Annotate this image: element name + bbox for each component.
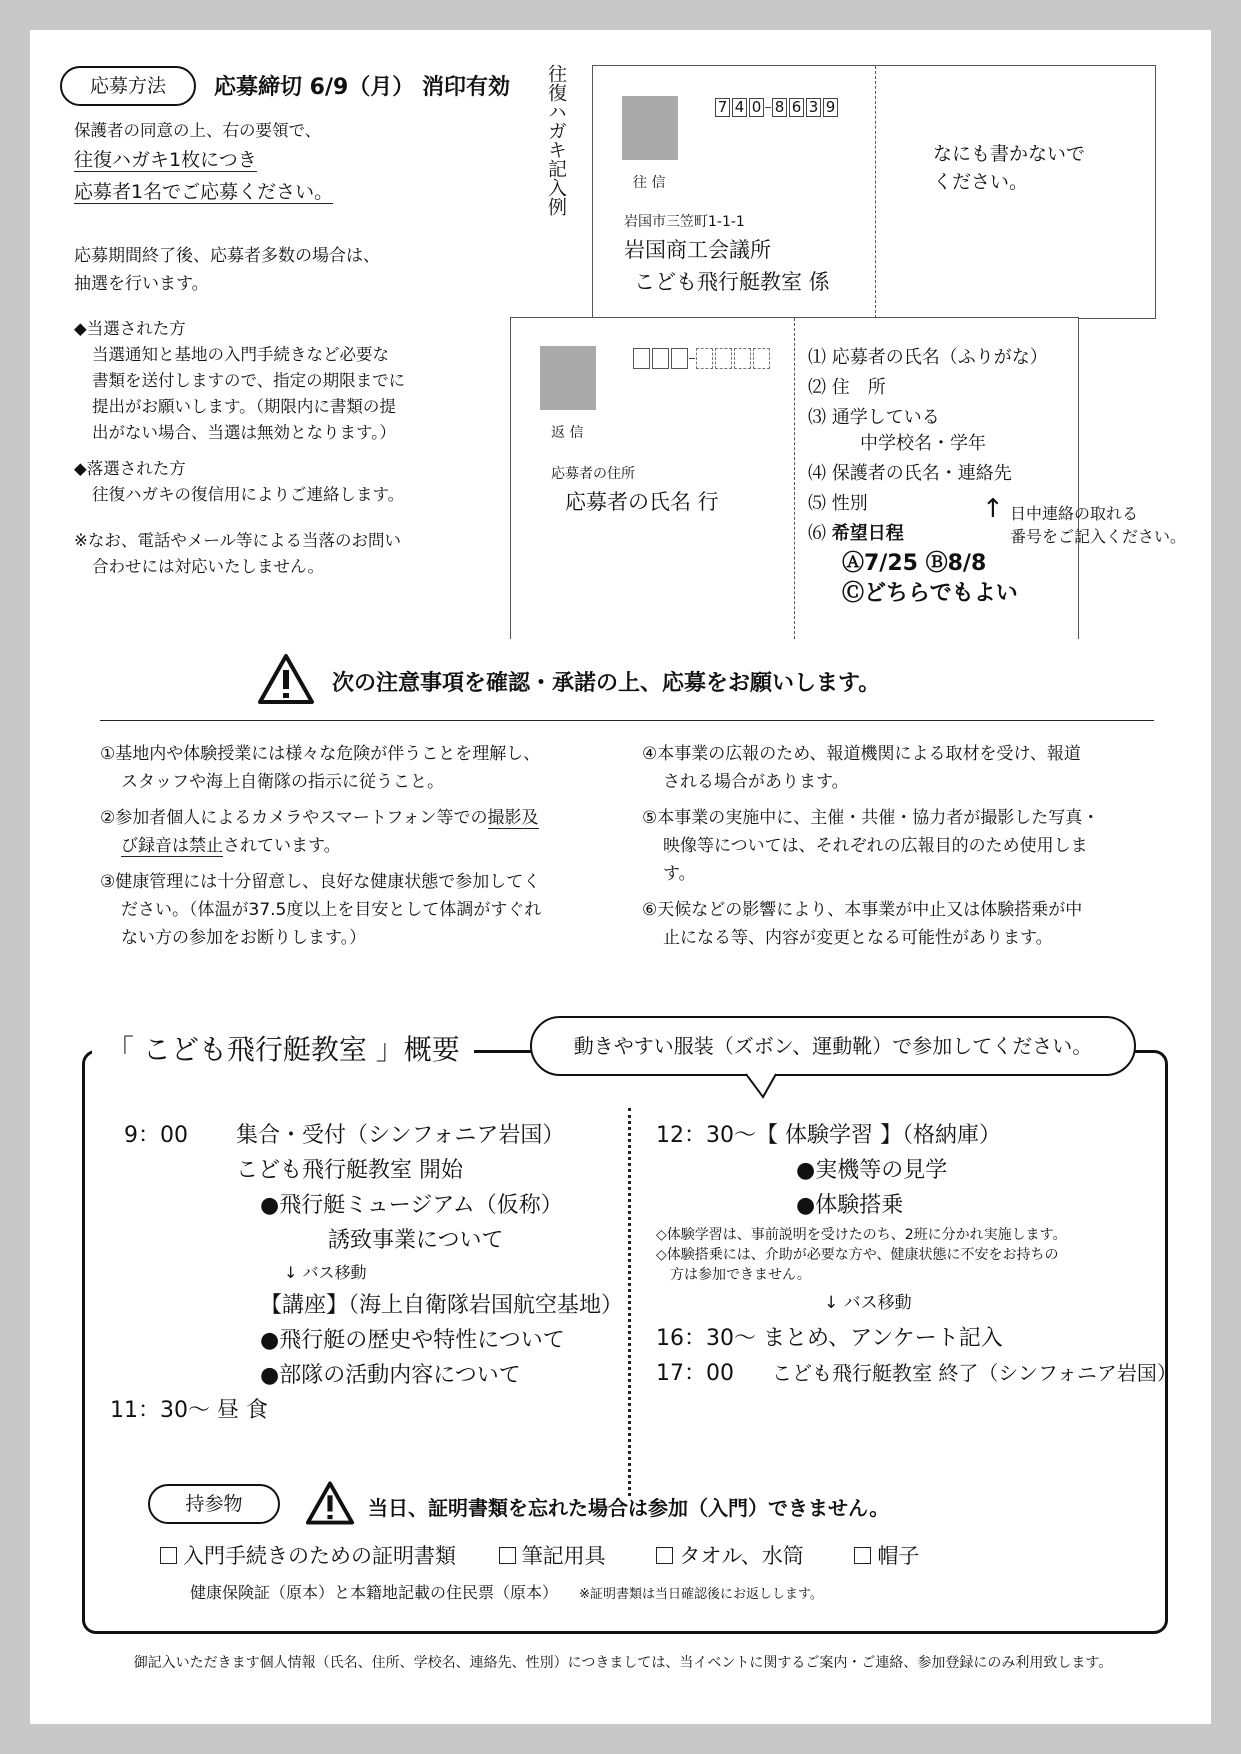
caution-divider (100, 720, 1154, 721)
items-badge: 持参物 (148, 1484, 280, 1524)
schedule-row (124, 1118, 623, 1153)
caution-underline: 撮影及 (487, 808, 539, 828)
schedule-right (656, 1118, 1177, 1391)
schedule-text: 誘致事業について (328, 1228, 504, 1253)
blank-note-line: ください。 (933, 171, 1029, 193)
item-id-docs (160, 1544, 456, 1568)
checkbox-icon (854, 1547, 871, 1564)
caution-item-cont: 止になる等、内容が変更となる可能性があります。 (663, 928, 1053, 948)
lottery-text (74, 242, 464, 298)
checkbox-icon (499, 1547, 516, 1564)
caution-item-cont: す。 (663, 864, 696, 884)
won-body (74, 342, 464, 446)
inquiry-note (74, 528, 474, 580)
caution-item-cont: ださい。（体温が37.5度以上を目安として体調がすぐれ (121, 900, 542, 920)
blank-note-line: なにも書かないで (933, 143, 1086, 165)
item-stationery (499, 1544, 606, 1568)
field-name: ⑴ 応募者の氏名（ふりがな） (808, 347, 1048, 368)
zip-digit: 8 (772, 98, 787, 117)
item-label: 入門手続きのための証明書類 (183, 1544, 456, 1568)
contact-note-line: 番号をご記入ください。 (1010, 527, 1187, 546)
field-gender: ⑸ 性別 (808, 493, 868, 514)
caution-item: ⑤本事業の実施中に、主催・共催・協力者が撮影した写真・ (642, 808, 1100, 828)
lost-section (74, 456, 464, 508)
reply-card (510, 317, 1079, 639)
items-note-small: ※証明書類は当日確認後にお返しします。 (579, 1587, 823, 1602)
schedule-note: 方は参加できません。 (670, 1267, 811, 1283)
apply-line-underlined (74, 144, 464, 176)
item-label: 帽子 (877, 1544, 920, 1568)
won-line: 当選通知と基地の入門手続きなど必要な (92, 345, 389, 364)
won-line: 提出がお願いします。（期限内に書類の提 (92, 397, 396, 416)
zip-box (652, 348, 669, 369)
recipient-name-2: こども飛行艇教室 係 (634, 270, 830, 294)
lost-line: 往復ハガキの復信用によりご連絡します。 (92, 485, 405, 504)
schedule-text: こども飛行艇教室 開始 (236, 1158, 463, 1183)
stamp-placeholder (622, 96, 678, 160)
bus-transfer: ↓ バス移動 (824, 1293, 912, 1313)
schedule-text: こども飛行艇教室 終了（シンフォニア岩国） (772, 1361, 1177, 1385)
warning-icon (304, 1480, 356, 1526)
field-guardian: ⑷ 保護者の氏名・連絡先 (808, 463, 1012, 484)
schedule-note: ◇体験搭乗には、介助が必要な方や、健康状態に不安をお持ちの (656, 1247, 1059, 1263)
note-line: ※なお、電話やメール等による当落のお問い (74, 531, 401, 550)
caution-item (100, 804, 640, 832)
zip-box (633, 348, 650, 369)
caution-item: ④本事業の広報のため、報道機関による取材を受け、報道 (642, 744, 1081, 764)
field-address: ⑵ 住 所 (808, 377, 886, 398)
caution-item: ①基地内や体験授業には様々な危険が伴うことを理解し、 (100, 744, 541, 764)
zip-box (696, 348, 713, 369)
field-school: ⑶ 通学している (808, 407, 940, 428)
apply-method-badge: 応募方法 (60, 66, 196, 106)
schedule-text: ●実機等の見学 (796, 1158, 948, 1183)
apply-instructions (74, 118, 464, 208)
apply-line: 保護者の同意の上、右の要領で、 (74, 121, 322, 140)
won-section (74, 316, 464, 446)
zip-box (734, 348, 751, 369)
schedule-text: 集合・受付（シンフォニア岩国） (236, 1123, 565, 1148)
caution-item-cont: ない方の参加をお断りします。） (121, 928, 367, 948)
zip-box (671, 348, 688, 369)
zip-hyphen (765, 107, 771, 108)
note-line: 合わせには対応いたしません。 (92, 557, 324, 576)
field-school-sub: 中学校名・学年 (860, 433, 986, 454)
zip-digit: 3 (806, 98, 821, 117)
items-note-text: 健康保険証（原本）と本籍地記載の住民票（原本） (190, 1583, 559, 1602)
schedule-lunch: 11：30〜 昼 食 (110, 1398, 268, 1423)
reply-address: 応募者の住所 (551, 466, 635, 482)
item-hat (854, 1544, 919, 1568)
field-number: ⑹ (808, 523, 826, 544)
reply-label: 返 信 (551, 425, 584, 441)
checkbox-icon (656, 1547, 673, 1564)
schedule-text: 16：30〜 まとめ、アンケート記入 (656, 1326, 1003, 1351)
recipient-address: 岩国市三笠町1-1-1 (624, 214, 745, 230)
schedule-text: 12：30〜【 体験学習 】（格納庫） (656, 1123, 1001, 1148)
card-divider (794, 318, 795, 639)
zip-digit: 7 (715, 98, 730, 117)
flyer-page (30, 30, 1211, 1724)
overview-title: 「 こども飛行艇教室 」概要 (92, 1030, 474, 1070)
schedule-row (656, 1356, 1177, 1391)
bubble-tail (746, 1073, 780, 1099)
reply-name: 応募者の氏名 行 (565, 490, 719, 514)
schedule-divider (628, 1108, 631, 1496)
contact-note (1010, 502, 1186, 548)
caution-heading: 次の注意事項を確認・承諾の上、応募をお願いします。 (332, 671, 881, 696)
won-line: 書類を送付しますので、指定の期限までに (92, 371, 406, 390)
underline-text: 往復ハガキ1枚につき (74, 149, 257, 171)
schedule-text: 【講座】（海上自衛隊岩国航空基地） (260, 1293, 624, 1318)
schedule-time: 9：00 (124, 1123, 188, 1148)
privacy-footer: 御記入いただきます個人情報（氏名、住所、学校名、連絡先、性別）につきましては、当イベントに関するご案内・ご連絡、参加登録にのみ利用致します。 (133, 1655, 1113, 1671)
zip-digit: 9 (823, 98, 838, 117)
item-label: タオル、水筒 (679, 1544, 804, 1568)
caution-item-cont: スタッフや海上自衛隊の指示に従うこと。 (121, 772, 444, 792)
clothing-bubble (530, 1016, 1136, 1076)
reply-fields (808, 343, 1048, 609)
schedule-options: Ⓐ7/25 Ⓑ8/8 (842, 551, 987, 576)
outgoing-label: 往 信 (633, 175, 666, 191)
lottery-line: 抽選を行います。 (74, 274, 209, 294)
zip-digit: 0 (749, 98, 764, 117)
zip-digit: 6 (789, 98, 804, 117)
card-divider (875, 66, 876, 318)
caution-item-cont (100, 832, 640, 860)
items-list (160, 1540, 919, 1570)
caution-underline: び録音は禁止 (121, 836, 223, 856)
outgoing-card (592, 65, 1156, 319)
won-title: ◆当選された方 (74, 319, 186, 338)
items-note (190, 1580, 823, 1603)
field-schedule-label: 希望日程 (831, 523, 904, 544)
blank-note (933, 140, 1085, 196)
caution-item-cont: 映像等については、それぞれの広報目的のため使用しま (663, 836, 1088, 856)
schedule-either: Ⓒどちらでもよい (842, 581, 1018, 606)
lottery-line: 応募期間終了後、応募者多数の場合は、 (74, 246, 380, 266)
zip-code-boxes (715, 97, 840, 117)
caution-text: ②参加者個人によるカメラやスマートフォン等での (100, 808, 488, 828)
item-label: 筆記用具 (521, 1544, 606, 1568)
schedule-time: 17：00 (656, 1361, 734, 1386)
item-towel (656, 1544, 803, 1568)
warning-icon (256, 652, 316, 706)
bus-transfer: ↓ バス移動 (284, 1263, 367, 1282)
caution-text: されています。 (223, 836, 341, 856)
caution-item: ⑥天候などの影響により、本事業が中止又は体験搭乗が中 (642, 900, 1083, 920)
schedule-text: ●飛行艇の歴史や特性について (260, 1328, 565, 1353)
contact-arrow-icon: ↑ (982, 494, 1004, 524)
schedule-text: ●体験搭乗 (796, 1193, 904, 1218)
items-warning: 当日、証明書類を忘れた場合は参加（入門）できません。 (368, 1496, 890, 1520)
caution-item-cont: される場合があります。 (663, 772, 849, 792)
schedule-text: ●部隊の活動内容について (260, 1363, 521, 1388)
zip-hyphen (689, 358, 695, 359)
contact-note-line: 日中連絡の取れる (1010, 504, 1139, 523)
apply-line-underlined (74, 176, 464, 208)
lost-title: ◆落選された方 (74, 459, 186, 478)
caution-right-column (642, 740, 1182, 952)
reply-zip-boxes (633, 348, 772, 369)
zip-digit: 4 (732, 98, 747, 117)
stamp-placeholder (540, 346, 596, 410)
recipient-name-1: 岩国商工会議所 (624, 238, 771, 262)
zip-box (753, 348, 770, 369)
checkbox-icon (160, 1547, 177, 1564)
deadline-text: 応募締切 6/9（月） 消印有効 (214, 75, 510, 100)
bubble-text: 動きやすい服装（ズボン、運動靴）で参加してください。 (573, 1034, 1093, 1058)
caution-left-column (100, 740, 640, 952)
underline-text: 応募者1名でご応募ください。 (74, 181, 334, 203)
zip-box (715, 348, 732, 369)
caution-item: ③健康管理には十分留意し、良好な健康状態で参加してく (100, 872, 541, 892)
schedule-text: ●飛行艇ミュージアム（仮称） (260, 1193, 563, 1218)
won-line: 出がない場合、当選は無効となります。） (92, 423, 396, 442)
schedule-note: ◇体験学習は、事前説明を受けたのち、2班に分かれ実施します。 (656, 1227, 1067, 1243)
postcard-vertical-label: 往復ハガキ記入例 (545, 64, 567, 216)
schedule-left (110, 1118, 624, 1428)
